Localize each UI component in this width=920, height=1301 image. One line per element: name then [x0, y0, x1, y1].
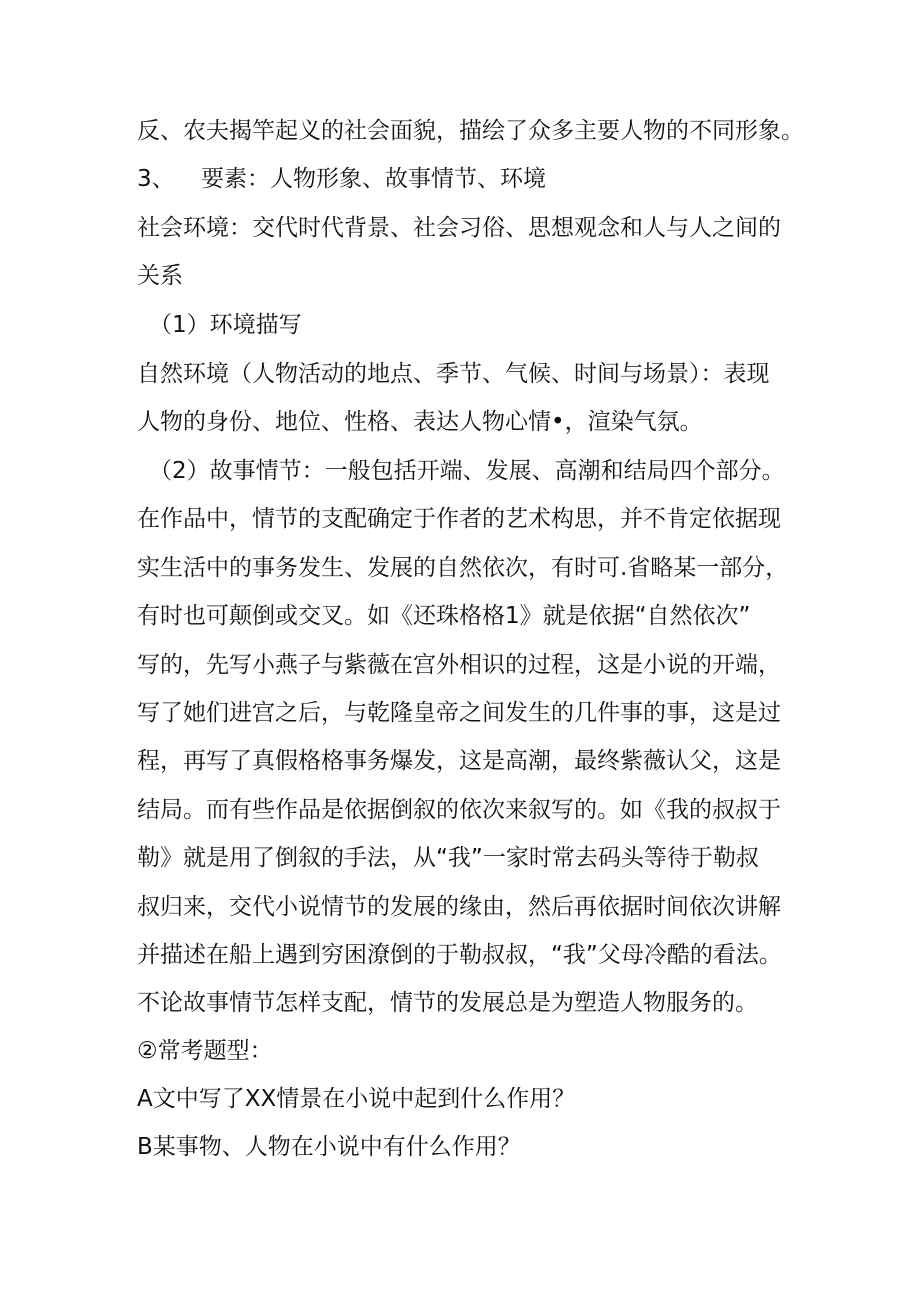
question-a: A文中写了XX情景在小说中起到什么作用？ — [137, 1086, 576, 1112]
text-line-12: 写的，先写小燕子与紫薇在宫外相识的过程，这是小说的开端， — [137, 652, 781, 678]
text-line-17: 叔归来，交代小说情节的发展的缘由，然后再依据时间依次讲解 — [137, 894, 781, 920]
text-line-13: 写了她们进宫之后，与乾隆皇帝之间发生的几件事的事，这是过 — [137, 700, 781, 726]
text-line-6: 自然环境（人物活动的地点、季节、气候、时间与场景）：表现 — [137, 361, 770, 387]
text-line-16: 勒》就是用了倒叙的手法，从“我”一家时常去码头等待于勒叔 — [137, 845, 759, 871]
section-3-text: 要素：人物形象、故事情节、环境 — [201, 166, 546, 192]
text-line-11: 有时也可颠倒或交叉。如《还珠格格1》就是依据“自然依次” — [137, 603, 751, 629]
text-line-9: 在作品中，情节的支配确定于作者的艺术构思，并不肯定依据现 — [137, 506, 781, 532]
text-line-7: 人物的身份、地位、性格、表达人物心情•，渲染气氛。 — [137, 409, 703, 435]
subheading-environment: （1）环境描写 — [149, 312, 302, 338]
section-number: 3、 — [137, 166, 175, 192]
text-line-10: 实生活中的事务发生、发展的自然依次，有时可.省略某一部分， — [137, 555, 789, 581]
subheading-plot: （2）故事情节：一般包括开端、发展、高潮和结局四个部分。 — [149, 458, 785, 484]
text-line-4: 关系 — [137, 263, 183, 289]
text-line-19: 不论故事情节怎样支配，情节的发展总是为塑造人物服务的。 — [137, 990, 758, 1016]
text-line-14: 程，再写了真假格格事务爆发，这是高潮，最终紫薇认父，这是 — [137, 748, 781, 774]
text-line-3: 社会环境：交代时代背景、社会习俗、思想观念和人与人之间的 — [137, 215, 781, 241]
text-line-15: 结局。而有些作品是依据倒叙的依次来叙写的。如《我的叔叔于 — [137, 797, 781, 823]
subheading-question-types: ②常考题型： — [137, 1038, 273, 1064]
text-line-18: 并描述在船上遇到穷困潦倒的于勒叔叔，“我”父母冷酷的看法。 — [137, 942, 782, 968]
text-line-1: 反、农夫揭竿起义的社会面貌，描绘了众多主要人物的不同形象。 — [137, 118, 804, 144]
section-3-line — [137, 163, 797, 195]
question-b: B某事物、人物在小说中有什么作用？ — [137, 1134, 521, 1160]
